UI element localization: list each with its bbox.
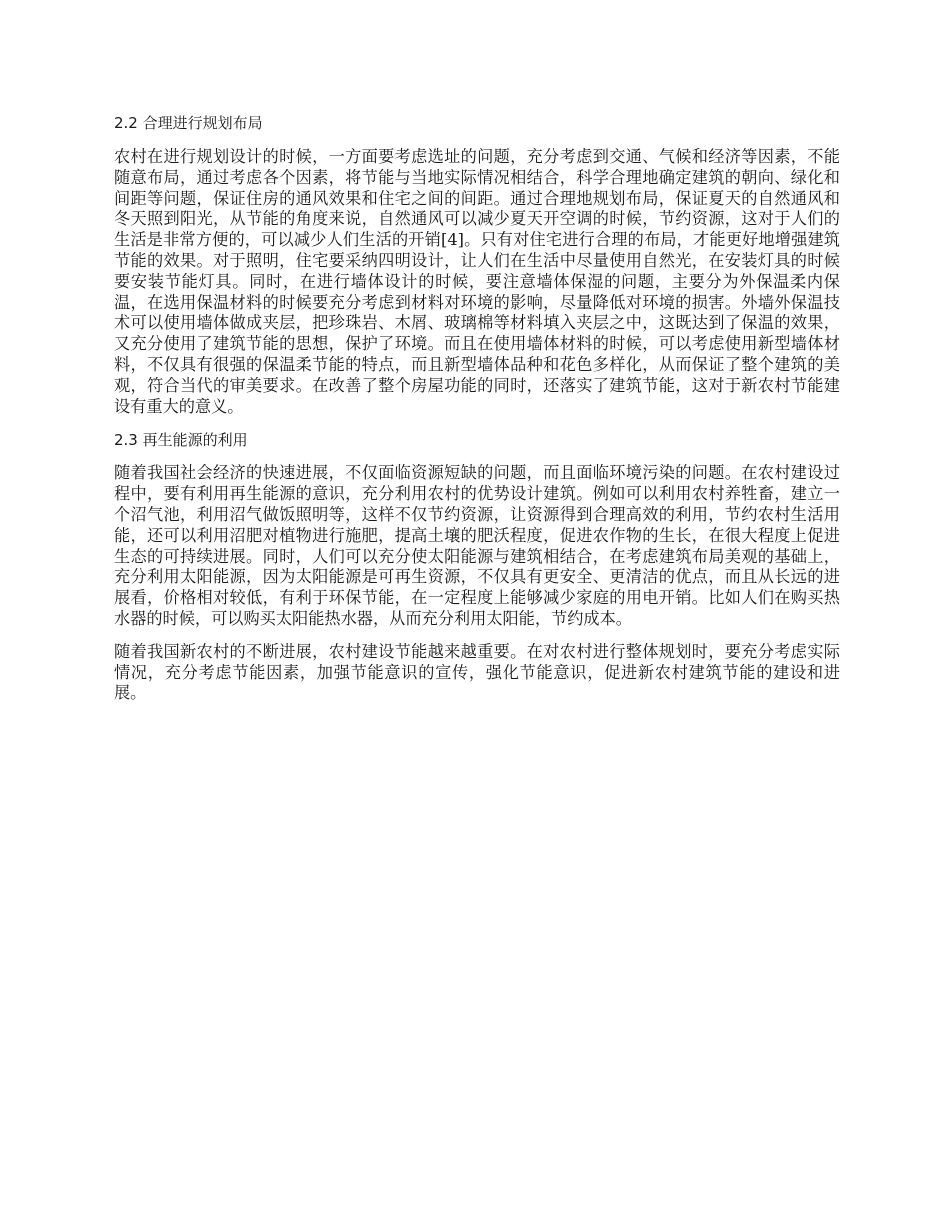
document-page — [114, 112, 840, 716]
section-heading-2-3: 2.3 再生能源的利用 — [114, 431, 248, 450]
paragraph-layout-planning: 农村在进行规划设计的时候，一方面要考虑选址的问题，充分考虑到交通、气候和经济等因素，不能随意布局，通过考虑各个因素，将节能与当地实际情况相结合，科学合理地确定建筑的朝向、绿化和间距等问题，保证住房的通风效果和住宅之间的间距。通过合理地规划布局，保证夏天的自然通风和冬天照到阳光，从节能的角度来说，自然通风可以减少夏天开空调的时候，节约资源，这对于人们的生活是非常方便的，可以减少人们生活的开销[4]。只有对住宅进行合理的布局，才能更好地增强建筑节能的效果。对于照明，住宅要采纳四明设计，让人们在生活中尽量使用自然光，在安装灯具的时候要安装节能灯具。同时，在进行墙体设计的时候，要注意墙体保湿的问题，主要分为外保温柔内保温，在选用保温材料的时候要充分考虑到材料对环境的影响，尽量降低对环境的损害。外墙外保温技术可以使用墙体做成夹层，把珍珠岩、木屑、玻璃棉等材料填入夹层之中，这既达到了保温的效果，又充分使用了建筑节能的思想，保护了环境。而且在使用墙体材料的时候，可以考虑使用新型墙体材料，不仅具有很强的保温柔节能的特点，而且新型墙体品种和花色多样化，从而保证了整个建筑的美观，符合当代的审美要求。在改善了整个房屋功能的同时，还落实了建筑节能，这对于新农村节能建设有重大的意义。 — [114, 147, 840, 416]
paragraph-conclusion: 随着我国新农村的不断进展，农村建设节能越来越重要。在对农村进行整体规划时，要充分考虑实际情况，充分考虑节能因素，加强节能意识的宣传，强化节能意识，促进新农村建筑节能的建设和进展。 — [114, 641, 840, 703]
section-heading-2-2: 2.2 合理进行规划布局 — [114, 114, 263, 132]
paragraph-renewable-energy: 随着我国社会经济的快速进展，不仅面临资源短缺的问题，而且面临环境污染的问题。在农村建设过程中，要有利用再生能源的意识，充分利用农村的优势设计建筑。例如可以利用农村养牲畜，建立一个沼气池，利用沼气做饭照明等，这样不仅节约资源，让资源得到合理高效的利用，节约农村生活用能，还可以利用沼肥对植物进行施肥，提高土壤的肥沃程度，促进农作物的生长，在很大程度上促进生态的可持续进展。同时，人们可以充分使太阳能源与建筑相结合，在考虑建筑布局美观的基础上，充分利用太阳能源，因为太阳能源是可再生资源，不仅具有更安全、更清洁的优点，而且从长远的进展看，价格相对较低，有利于环保节能，在一定程度上能够减少家庭的用电开销。比如人们在购买热水器的时候，可以购买太阳能热水器，从而充分利用太阳能，节约成本。 — [114, 463, 840, 628]
